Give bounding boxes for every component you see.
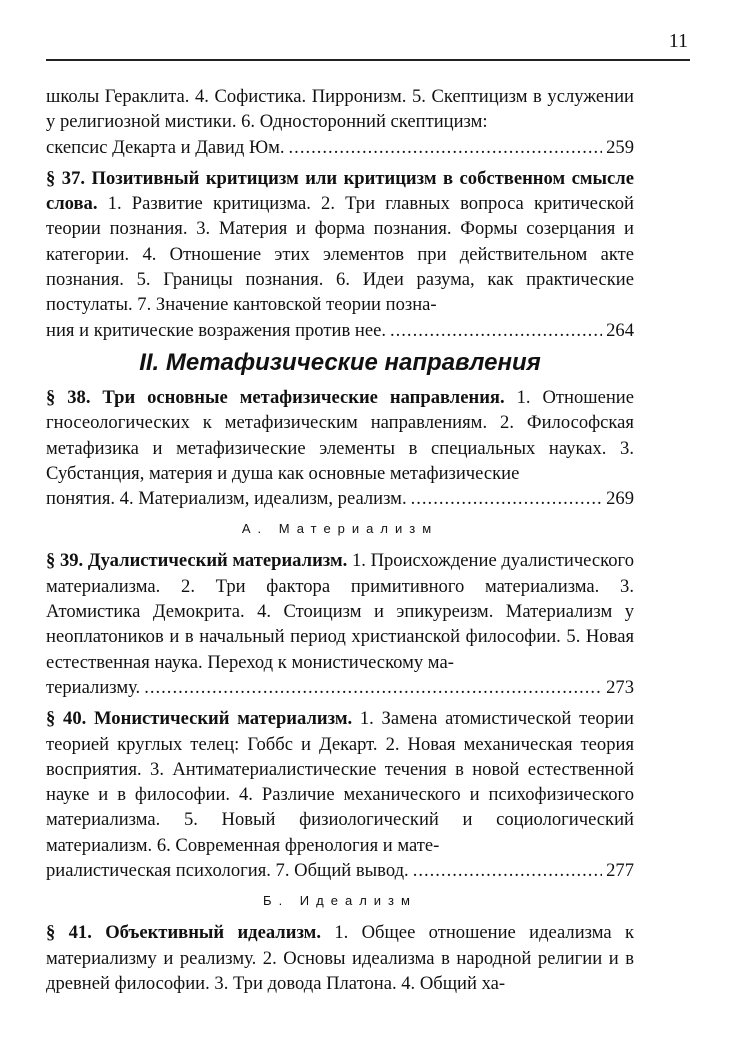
entry-title: § 39. Дуалистический материализм. <box>46 550 348 572</box>
page-ref: 273 <box>606 676 634 698</box>
leader-dots <box>289 135 603 160</box>
toc-entry-40 <box>46 706 634 883</box>
toc-line <box>46 135 634 160</box>
leader-dots <box>413 858 602 883</box>
toc-entry-39 <box>46 548 634 700</box>
entry-text: 1. Происхождение дуалистического материализма. 2. Три фактора примитивного материализма. 3. Атомистика Демокрита. 4. Стоицизм и эпикуреизм. Материализм у неоплатоников и в начальный период христианской философии. 5. Новая естественная наука. Переход к монистическому ма- <box>46 550 634 673</box>
entry-last-line: ния и критические возражения против нее. <box>46 319 386 341</box>
entry-last-line: понятия. 4. Материализм, идеализм, реализм. <box>46 488 407 510</box>
toc-entry-36-continued <box>46 84 634 160</box>
page-number: 11 <box>668 30 688 52</box>
header-rule <box>46 59 690 61</box>
leader-dots <box>411 486 603 511</box>
toc-line <box>46 675 634 700</box>
entry-text: школы Гераклита. 4. Софистика. Пирронизм. 5. Скептицизм в услужении у религиозной мистики. 6. Односторонний скептицизм: <box>46 86 634 133</box>
entry-last-line: териализму. <box>46 676 141 698</box>
entry-text: 1. Развитие критицизма. 2. Три главных вопроса критической теории познания. 3. Материя и форма познания. Формы созерцания и категории. 4. Отношение этих элементов при действительном акте познания. 5. Границы познания. 6. Идеи разума, как практические постулаты. 7. Значение кантовской теории позна- <box>46 193 634 316</box>
entry-title: § 38. Три основные метафизические направления. <box>46 386 505 408</box>
section-title: II. Метафизические направления <box>139 348 541 376</box>
entry-text: 1. Общее отношение идеализма к материализму и реализму. 2. Основы идеализма в народной религии и в древней философии. 3. Три довода Платона. 4. Общий ха- <box>46 922 635 994</box>
toc-line <box>46 318 634 343</box>
page-ref: 264 <box>606 319 634 341</box>
entry-title: § 40. Монистический материализм. <box>46 708 353 730</box>
toc-line <box>46 858 634 883</box>
entry-last-line: скепсис Декарта и Давид Юм. <box>46 136 285 158</box>
subheading-idealism: Б. Идеализм <box>263 893 417 909</box>
page-ref: 277 <box>606 860 634 882</box>
subheading-materialism: А. Материализм <box>241 521 439 537</box>
entry-title: § 41. Объективный идеализм. <box>46 922 321 944</box>
toc-entry-38 <box>46 385 634 511</box>
page-ref: 269 <box>606 488 634 510</box>
entry-title: § 37. Позитивный критицизм или критицизм в собственном смысле слова. <box>46 167 634 215</box>
entry-text: 1. Отношение гносеологических к метафизическим направлениям. 2. Философская метафизика и метафизические элементы в специальных науках. 3. Субстанция, материя и душа как основные метафизические <box>46 386 634 484</box>
toc-content <box>46 84 634 1002</box>
leader-dots <box>390 318 602 343</box>
leader-dots <box>144 675 602 700</box>
toc-entry-37 <box>46 166 634 343</box>
toc-line <box>46 486 634 511</box>
entry-text: 1. Замена атомистической теории теорией круглых телец: Гоббс и Декарт. 2. Новая механическая теория восприятия. 3. Антиматериалистические течения в новой естественной науке и в философии. 4. Различие механического и психофизического материализма. 5. Новый физиологический и социологический материализм. 6. Современная френология и мате- <box>46 708 634 856</box>
toc-entry-41 <box>46 920 634 996</box>
page-ref: 259 <box>606 136 634 158</box>
entry-last-line: риалистическая психология. 7. Общий вывод. <box>46 860 409 882</box>
